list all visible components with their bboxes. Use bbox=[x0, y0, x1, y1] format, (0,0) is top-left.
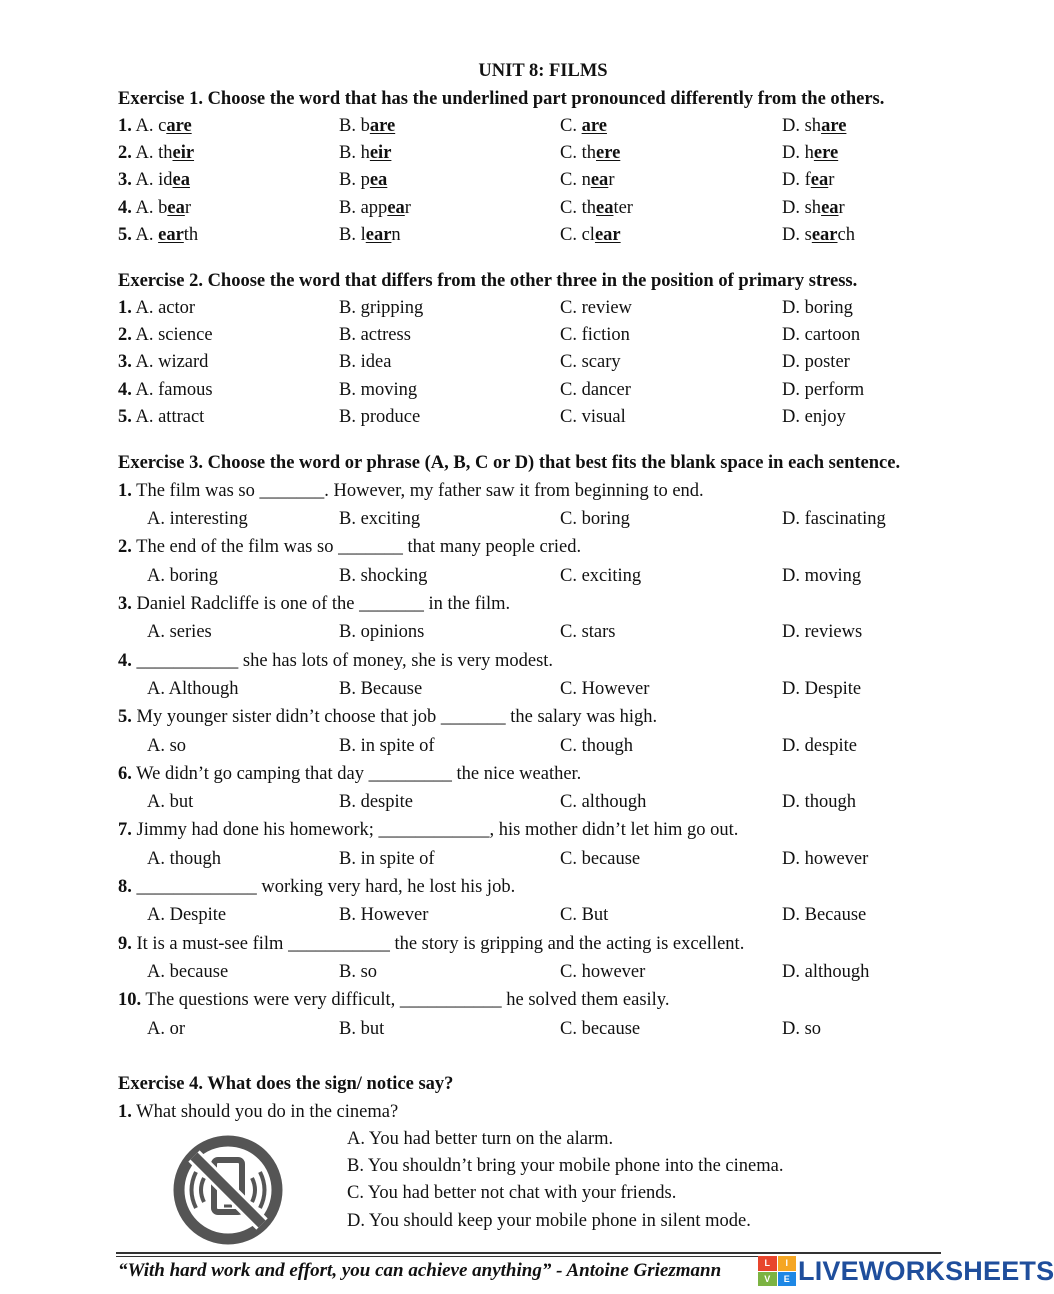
answer-option[interactable]: A. though bbox=[147, 848, 221, 869]
answer-option[interactable] bbox=[782, 222, 855, 249]
option-prefix: B. app bbox=[339, 197, 388, 218]
option-text: D. perform bbox=[782, 379, 865, 400]
option-text: A. famous bbox=[135, 379, 213, 400]
option-prefix: B. l bbox=[339, 224, 366, 245]
option-prefix: B. p bbox=[339, 170, 370, 191]
option-prefix: C. n bbox=[560, 170, 591, 191]
answer-option[interactable] bbox=[560, 349, 621, 376]
liveworksheets-logo-mark-icon bbox=[758, 1256, 796, 1286]
underlined-part: ere bbox=[813, 143, 839, 164]
option-text: B. idea bbox=[339, 352, 392, 373]
underlined-part: are bbox=[821, 116, 847, 136]
question-text: The film was so _______. However, my father saw it from beginning to end. bbox=[131, 480, 704, 501]
exercise-3-options bbox=[118, 788, 978, 816]
exercise-3-options bbox=[118, 675, 978, 703]
exercise-3-options bbox=[118, 1015, 978, 1043]
underlined-part: ea bbox=[821, 197, 839, 218]
sign-question bbox=[118, 1126, 978, 1238]
exercise-1-list bbox=[118, 113, 978, 249]
question-number: 1. bbox=[118, 116, 132, 136]
underlined-part: ea bbox=[172, 170, 190, 191]
answer-option[interactable] bbox=[560, 404, 626, 431]
exercise-3-question bbox=[118, 986, 978, 1014]
exercise-3-options bbox=[118, 958, 978, 986]
question-number: 1. bbox=[118, 480, 132, 501]
exercise-2-heading: Exercise 2. Choose the word that differs from the other three in the position of primary stress. bbox=[118, 270, 858, 291]
option-text: B. gripping bbox=[339, 297, 424, 318]
exercise-3-question bbox=[118, 760, 978, 788]
option-text: D. poster bbox=[782, 352, 850, 373]
answer-option[interactable] bbox=[339, 349, 391, 376]
answer-option[interactable]: C. because bbox=[560, 848, 641, 869]
option-text: C. fiction bbox=[560, 325, 630, 346]
question-number: 4. bbox=[118, 379, 132, 400]
option-text: A. attract bbox=[135, 406, 205, 427]
option-prefix: C. cl bbox=[560, 224, 595, 245]
exercise-3-options bbox=[118, 562, 978, 590]
option-suffix: r bbox=[608, 170, 615, 191]
answer-option[interactable] bbox=[339, 222, 401, 249]
answer-option[interactable]: D. Because bbox=[782, 905, 867, 926]
option-suffix: r bbox=[828, 170, 835, 191]
liveworksheets-logo-text: LIVEWORKSHEETS bbox=[798, 1255, 1054, 1286]
underlined-part: ear bbox=[594, 224, 621, 245]
answer-option[interactable] bbox=[782, 377, 864, 404]
underlined-part: ea bbox=[369, 170, 388, 191]
answer-option[interactable]: C. however bbox=[560, 961, 646, 982]
logo-mark-letter: V bbox=[758, 1272, 777, 1287]
answer-option[interactable]: D. though bbox=[782, 792, 856, 813]
exercise-3-options bbox=[118, 901, 978, 929]
answer-option[interactable] bbox=[782, 322, 860, 349]
answer-option[interactable] bbox=[339, 140, 391, 167]
answer-option[interactable] bbox=[118, 404, 204, 431]
question-number: 3. bbox=[118, 594, 132, 615]
question-text: ___________ she has lots of money, she is very modest. bbox=[131, 650, 554, 671]
answer-option[interactable]: B. so bbox=[339, 961, 378, 982]
exercise-3-question bbox=[118, 533, 978, 561]
question-text: _____________ working very hard, he lost his job. bbox=[131, 877, 516, 898]
exercise-2-row bbox=[118, 349, 978, 376]
question-number: 4. bbox=[118, 197, 132, 218]
answer-option[interactable]: A. or bbox=[147, 1018, 186, 1039]
option-suffix: ch bbox=[837, 224, 855, 245]
answer-option[interactable] bbox=[782, 404, 846, 431]
answer-option[interactable]: A. because bbox=[147, 961, 229, 982]
answer-option[interactable]: D. fascinating bbox=[782, 509, 886, 530]
answer-option[interactable]: C. although bbox=[560, 792, 647, 813]
underlined-part: ear bbox=[158, 224, 184, 245]
answer-option[interactable]: D. reviews bbox=[782, 622, 863, 643]
question-number: 2. bbox=[118, 143, 132, 164]
question-text: What should you do in the cinema? bbox=[131, 1101, 399, 1122]
answer-option[interactable] bbox=[339, 322, 411, 349]
answer-option[interactable] bbox=[560, 167, 614, 194]
logo-mark-letter: E bbox=[778, 1272, 797, 1287]
option-suffix: r bbox=[838, 197, 845, 218]
option-text: C. visual bbox=[560, 406, 626, 427]
option-prefix: B. h bbox=[339, 143, 370, 164]
option-text: D. enjoy bbox=[782, 406, 846, 427]
answer-option[interactable] bbox=[560, 113, 607, 140]
option-text: A. science bbox=[135, 325, 213, 346]
worksheet bbox=[118, 58, 978, 1238]
answer-option[interactable] bbox=[782, 195, 845, 222]
answer-option[interactable]: D. Despite bbox=[782, 678, 862, 699]
option-text: B. produce bbox=[339, 406, 421, 427]
answer-option[interactable]: C. But bbox=[560, 905, 609, 926]
option-prefix: C. th bbox=[560, 197, 596, 218]
question-number: 1. bbox=[118, 297, 132, 318]
question-number: 3. bbox=[118, 352, 132, 373]
answer-option[interactable]: A. You had better turn on the alarm. bbox=[347, 1129, 614, 1150]
exercise-1-row bbox=[118, 222, 978, 249]
question-number: 5. bbox=[118, 224, 132, 245]
underlined-part: ere bbox=[595, 143, 621, 164]
option-text: C. review bbox=[560, 297, 632, 318]
answer-option[interactable]: A. series bbox=[147, 622, 212, 643]
answer-option[interactable]: A. boring bbox=[147, 565, 218, 586]
question-text: Daniel Radcliffe is one of the _______ in the film. bbox=[131, 594, 511, 615]
question-number: 10. bbox=[118, 990, 142, 1011]
answer-option[interactable]: B. despite bbox=[339, 792, 413, 813]
exercise-3-question bbox=[118, 873, 978, 901]
no-mobile-phone-sign-icon bbox=[172, 1134, 284, 1246]
exercise-3-list bbox=[118, 477, 978, 1043]
option-suffix: th bbox=[183, 224, 199, 245]
answer-option[interactable]: B. You shouldn’t bring your mobile phone into the cinema. bbox=[347, 1156, 784, 1177]
question-text: Jimmy had done his homework; ____________, his mother didn’t let him go out. bbox=[131, 820, 739, 841]
answer-option[interactable] bbox=[782, 140, 838, 167]
question-text: My younger sister didn’t choose that job _______ the salary was high. bbox=[131, 707, 658, 728]
answer-option[interactable] bbox=[118, 167, 190, 194]
answer-option[interactable]: A. but bbox=[147, 792, 194, 813]
question-text: The end of the film was so _______ that many people cried. bbox=[131, 537, 582, 558]
exercise-3-question bbox=[118, 816, 978, 844]
option-prefix: A. id bbox=[135, 170, 173, 191]
underlined-part: ea bbox=[167, 197, 185, 218]
answer-option[interactable] bbox=[339, 195, 411, 222]
option-text: A. wizard bbox=[135, 352, 209, 373]
answer-option[interactable]: A. so bbox=[147, 735, 187, 756]
question-number: 5. bbox=[118, 406, 132, 427]
answer-option[interactable] bbox=[782, 113, 846, 140]
question-number: 3. bbox=[118, 170, 132, 191]
question-number: 2. bbox=[118, 537, 132, 558]
underlined-part: ea bbox=[387, 197, 405, 218]
option-prefix: C. bbox=[560, 116, 582, 136]
question-number: 1. bbox=[118, 1101, 132, 1122]
answer-option[interactable] bbox=[339, 113, 395, 140]
answer-option[interactable] bbox=[339, 295, 423, 322]
answer-option[interactable] bbox=[782, 349, 850, 376]
underlined-part: are bbox=[369, 116, 396, 136]
answer-option[interactable]: A. Despite bbox=[147, 905, 227, 926]
option-suffix: r bbox=[184, 197, 191, 218]
answer-option[interactable]: C. though bbox=[560, 735, 633, 756]
answer-option[interactable]: C. because bbox=[560, 1018, 641, 1039]
answer-option[interactable]: B. shocking bbox=[339, 565, 428, 586]
question-text: The questions were very difficult, ___________ he solved them easily. bbox=[141, 990, 670, 1011]
exercise-4-heading: Exercise 4. What does the sign/ notice say? bbox=[118, 1073, 454, 1094]
option-text: A. actor bbox=[135, 297, 196, 318]
answer-option[interactable]: A. Although bbox=[147, 678, 239, 699]
exercise-3-heading: Exercise 3. Choose the word or phrase (A, B, C or D) that best fits the blank space in each sentence. bbox=[118, 452, 901, 473]
answer-option[interactable]: D. although bbox=[782, 961, 870, 982]
question-number: 2. bbox=[118, 325, 132, 346]
liveworksheets-logo[interactable] bbox=[758, 1254, 1054, 1288]
answer-option[interactable]: D. despite bbox=[782, 735, 858, 756]
answer-option[interactable] bbox=[118, 322, 213, 349]
option-prefix: D. h bbox=[782, 143, 814, 164]
underlined-part: ear bbox=[365, 224, 392, 245]
option-suffix: n bbox=[391, 224, 401, 245]
exercise-3-options bbox=[118, 732, 978, 760]
answer-option[interactable]: B. but bbox=[339, 1018, 385, 1039]
answer-option[interactable] bbox=[339, 377, 417, 404]
answer-option[interactable]: B. exciting bbox=[339, 509, 421, 530]
option-prefix: D. f bbox=[782, 170, 811, 191]
answer-option[interactable] bbox=[118, 295, 195, 322]
answer-option[interactable]: B. in spite of bbox=[339, 735, 435, 756]
answer-option[interactable] bbox=[560, 140, 620, 167]
option-prefix: B. b bbox=[339, 116, 370, 136]
logo-mark-letter: I bbox=[778, 1256, 797, 1271]
question-number: 8. bbox=[118, 877, 132, 898]
answer-option[interactable]: C. boring bbox=[560, 509, 630, 530]
exercise-1-row bbox=[118, 195, 978, 222]
exercise-1-row bbox=[118, 167, 978, 194]
underlined-part: eir bbox=[369, 143, 392, 164]
question-number: 5. bbox=[118, 707, 132, 728]
answer-option[interactable] bbox=[560, 377, 631, 404]
exercise-1-row bbox=[118, 140, 978, 167]
exercise-3-question bbox=[118, 930, 978, 958]
exercise-2-row bbox=[118, 322, 978, 349]
exercise-3-options bbox=[118, 505, 978, 533]
option-prefix: D. s bbox=[782, 224, 812, 245]
exercise-2-row bbox=[118, 377, 978, 404]
answer-option[interactable]: C. exciting bbox=[560, 565, 642, 586]
page-title: UNIT 8: FILMS bbox=[478, 61, 608, 81]
option-suffix: r bbox=[404, 197, 411, 218]
answer-option[interactable] bbox=[118, 140, 194, 167]
answer-option[interactable] bbox=[560, 195, 633, 222]
answer-option[interactable]: B. However bbox=[339, 905, 429, 926]
exercise-2-row bbox=[118, 404, 978, 431]
option-prefix: A. c bbox=[135, 116, 167, 136]
option-prefix: D. sh bbox=[782, 116, 822, 136]
underlined-part: ea bbox=[590, 170, 609, 191]
answer-option[interactable] bbox=[782, 167, 834, 194]
option-suffix: ter bbox=[613, 197, 633, 218]
exercise-3-options bbox=[118, 618, 978, 646]
underlined-part: ear bbox=[811, 224, 838, 245]
answer-option[interactable]: D. so bbox=[782, 1018, 822, 1039]
underlined-part: eir bbox=[172, 143, 195, 164]
answer-option[interactable]: D. You should keep your mobile phone in silent mode. bbox=[347, 1210, 751, 1231]
underlined-part: are bbox=[166, 116, 192, 136]
option-text: D. cartoon bbox=[782, 325, 861, 346]
answer-option[interactable] bbox=[118, 113, 192, 140]
option-text: D. boring bbox=[782, 297, 853, 318]
exercise-1-row bbox=[118, 113, 978, 140]
option-prefix: A. bbox=[135, 224, 159, 245]
option-text: B. moving bbox=[339, 379, 418, 400]
answer-option[interactable] bbox=[560, 295, 632, 322]
sign-options bbox=[347, 1126, 783, 1235]
option-text: C. scary bbox=[560, 352, 621, 373]
underlined-part: are bbox=[581, 116, 607, 136]
answer-option[interactable]: C. You had better not chat with your friends. bbox=[347, 1183, 677, 1204]
exercise-3-question bbox=[118, 703, 978, 731]
answer-option[interactable]: B. Because bbox=[339, 678, 423, 699]
answer-option[interactable] bbox=[118, 349, 208, 376]
option-prefix: A. th bbox=[135, 143, 173, 164]
question-number: 4. bbox=[118, 650, 132, 671]
answer-option[interactable] bbox=[339, 404, 420, 431]
exercise-3-question bbox=[118, 477, 978, 505]
answer-option[interactable] bbox=[560, 322, 630, 349]
question-text: It is a must-see film ___________ the story is gripping and the acting is excellent. bbox=[131, 933, 745, 954]
answer-option[interactable] bbox=[118, 195, 191, 222]
option-prefix: C. th bbox=[560, 143, 596, 164]
option-text: C. dancer bbox=[560, 379, 631, 400]
answer-option[interactable]: D. moving bbox=[782, 565, 862, 586]
question-number: 6. bbox=[118, 763, 132, 784]
answer-option[interactable]: C. stars bbox=[560, 622, 616, 643]
exercise-1-heading: Exercise 1. Choose the word that has the underlined part pronounced differently from the others. bbox=[118, 89, 885, 109]
exercise-2-list bbox=[118, 295, 978, 431]
question-number: 9. bbox=[118, 933, 132, 954]
footer-quote: “With hard work and effort, you can achieve anything” - Antoine Griezmann bbox=[118, 1260, 722, 1281]
answer-option[interactable] bbox=[118, 377, 213, 404]
underlined-part: ea bbox=[595, 197, 614, 218]
answer-option[interactable] bbox=[118, 222, 198, 249]
answer-option[interactable] bbox=[782, 295, 853, 322]
exercise-3-question bbox=[118, 647, 978, 675]
exercise-2-row bbox=[118, 295, 978, 322]
answer-option[interactable]: B. in spite of bbox=[339, 848, 435, 869]
question-number: 7. bbox=[118, 820, 132, 841]
exercise-3-question bbox=[118, 590, 978, 618]
exercise-3-options bbox=[118, 845, 978, 873]
question-text: We didn’t go camping that day _________ the nice weather. bbox=[131, 763, 582, 784]
option-prefix: A. b bbox=[135, 197, 168, 218]
answer-option[interactable] bbox=[560, 222, 621, 249]
answer-option[interactable]: D. however bbox=[782, 848, 869, 869]
option-prefix: D. sh bbox=[782, 197, 822, 218]
answer-option[interactable]: B. opinions bbox=[339, 622, 425, 643]
underlined-part: ea bbox=[810, 170, 829, 191]
answer-option[interactable] bbox=[339, 167, 387, 194]
answer-option[interactable]: A. interesting bbox=[147, 509, 248, 530]
logo-mark-letter: L bbox=[758, 1256, 777, 1271]
exercise-4-question bbox=[118, 1098, 978, 1126]
option-text: B. actress bbox=[339, 325, 411, 346]
answer-option[interactable]: C. However bbox=[560, 678, 650, 699]
